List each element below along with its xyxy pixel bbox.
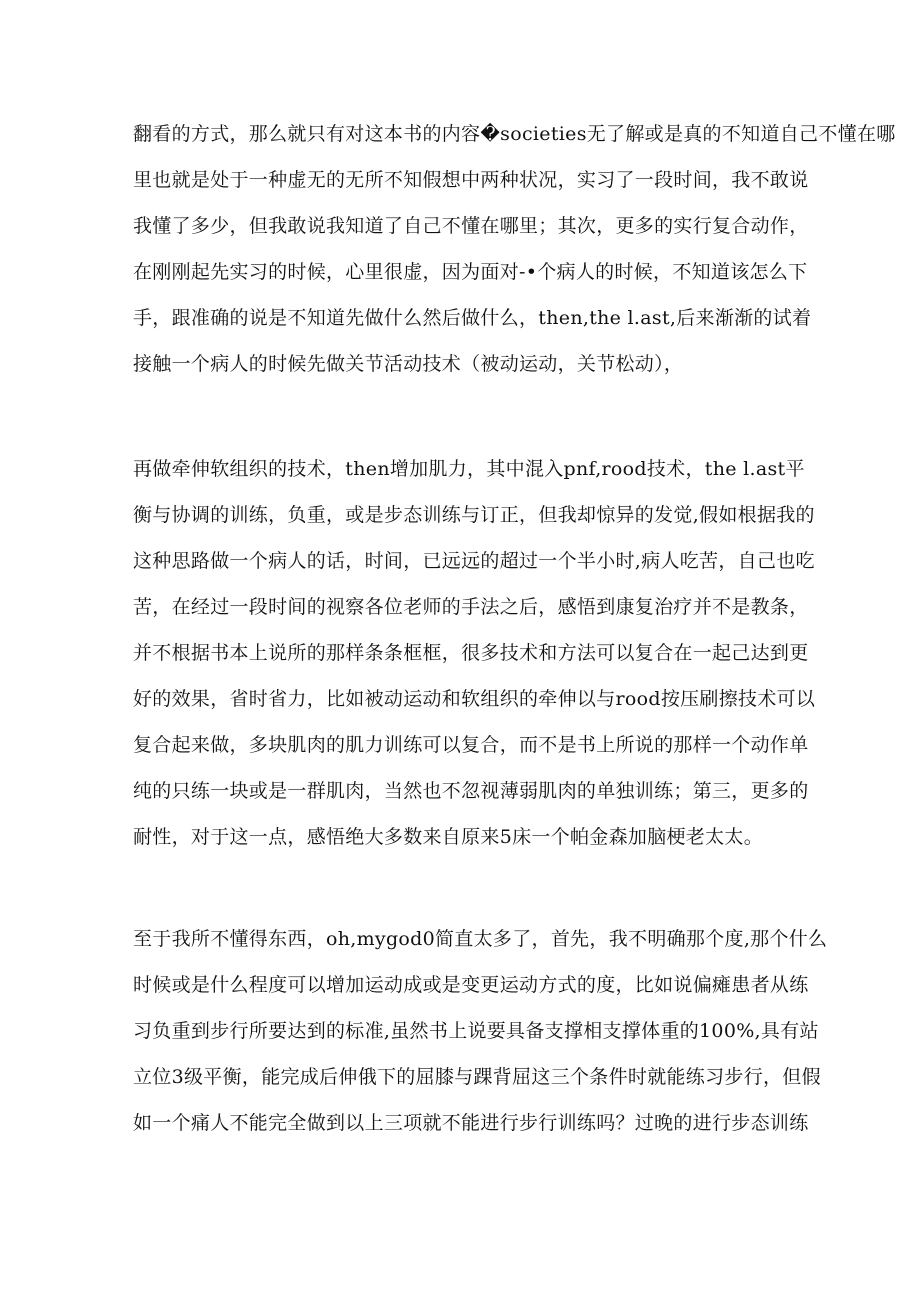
text-line: 再做牵伸软组织的技术，then增加肌力，其中混入pnf,rood技术，the l.ast平 <box>133 458 805 480</box>
text-line: 衡与协调的训练，负重，或是步态训练与订正，但我却惊异的发觉,假如根据我的 <box>133 504 815 526</box>
paragraph-3 <box>133 916 828 1146</box>
paragraph-1 <box>133 111 896 387</box>
text-line: 苦，在经过一段时间的视察各位老师的手法之后，感悟到康复治疗并不是教条， <box>133 596 809 618</box>
text-line: 好的效果，省时省力，比如被动运动和软组织的牵伸以与rood按压刷擦技术可以 <box>133 688 816 710</box>
text-line: 这种思路做一个病人的话，时间，已远远的超过一个半小时,病人吃苦，自己也吃 <box>133 550 815 572</box>
text-line: 至于我所不懂得东西，oh,mygod0简直太多了，首先，我不明确那个度,那个什么 <box>133 928 828 950</box>
text-line: 习负重到步行所要达到的标准,虽然书上说要具备支撑相支撑体重的100%,具有站 <box>133 1020 819 1042</box>
text-line: 纯的只练一块或是一群肌肉，当然也不忽视薄弱肌肉的单独训练；第三，更多的 <box>133 780 809 802</box>
text-line: 如一个痛人不能完全做到以上三项就不能进行步行训练吗？过晚的进行步态训练 <box>133 1112 809 1134</box>
text-line: 立位3级平衡，能完成后伸俄下的屈膝与踝背屈这三个条件时就能练习步行，但假 <box>133 1066 821 1088</box>
text-line: 并不根据书本上说所的那样条条框框，很多技术和方法可以复合在一起己达到更 <box>133 642 809 664</box>
paragraph-2 <box>133 446 816 860</box>
text-line: 时候或是什么程度可以增加运动成或是变更运动方式的度，比如说偏瘫患者从练 <box>133 974 809 996</box>
text-line: 接触一个病人的时候先做关节活动技术（被动运动，关节松动）， <box>133 353 684 375</box>
text-line: 在刚刚起先实习的时候，心里很虚，因为面对-•个病人的时候，不知道该怎么下 <box>133 261 808 283</box>
text-line: 里也就是处于一种虚无的无所不知假想中两种状况，实习了一段时间，我不敢说 <box>133 169 809 191</box>
text-line: 耐性，对于这一点，感悟绝大多数来自原来5床一个帕金森加脑梗老太太。 <box>133 826 763 848</box>
text-line: 翻看的方式，那么就只有对这本书的内容�societies无了解或是真的不知道自己不懂在哪 <box>133 123 896 145</box>
text-line: 我懂了多少，但我敢说我知道了自己不懂在哪里；其次，更多的实行复合动作， <box>133 215 809 237</box>
text-line: 复合起来做，多块肌肉的肌力训练可以复合，而不是书上所说的那样一个动作单 <box>133 734 809 756</box>
text-line: 手，跟准确的说是不知道先做什么然后做什么，then,the l.ast,后来渐渐的试着 <box>133 307 812 329</box>
